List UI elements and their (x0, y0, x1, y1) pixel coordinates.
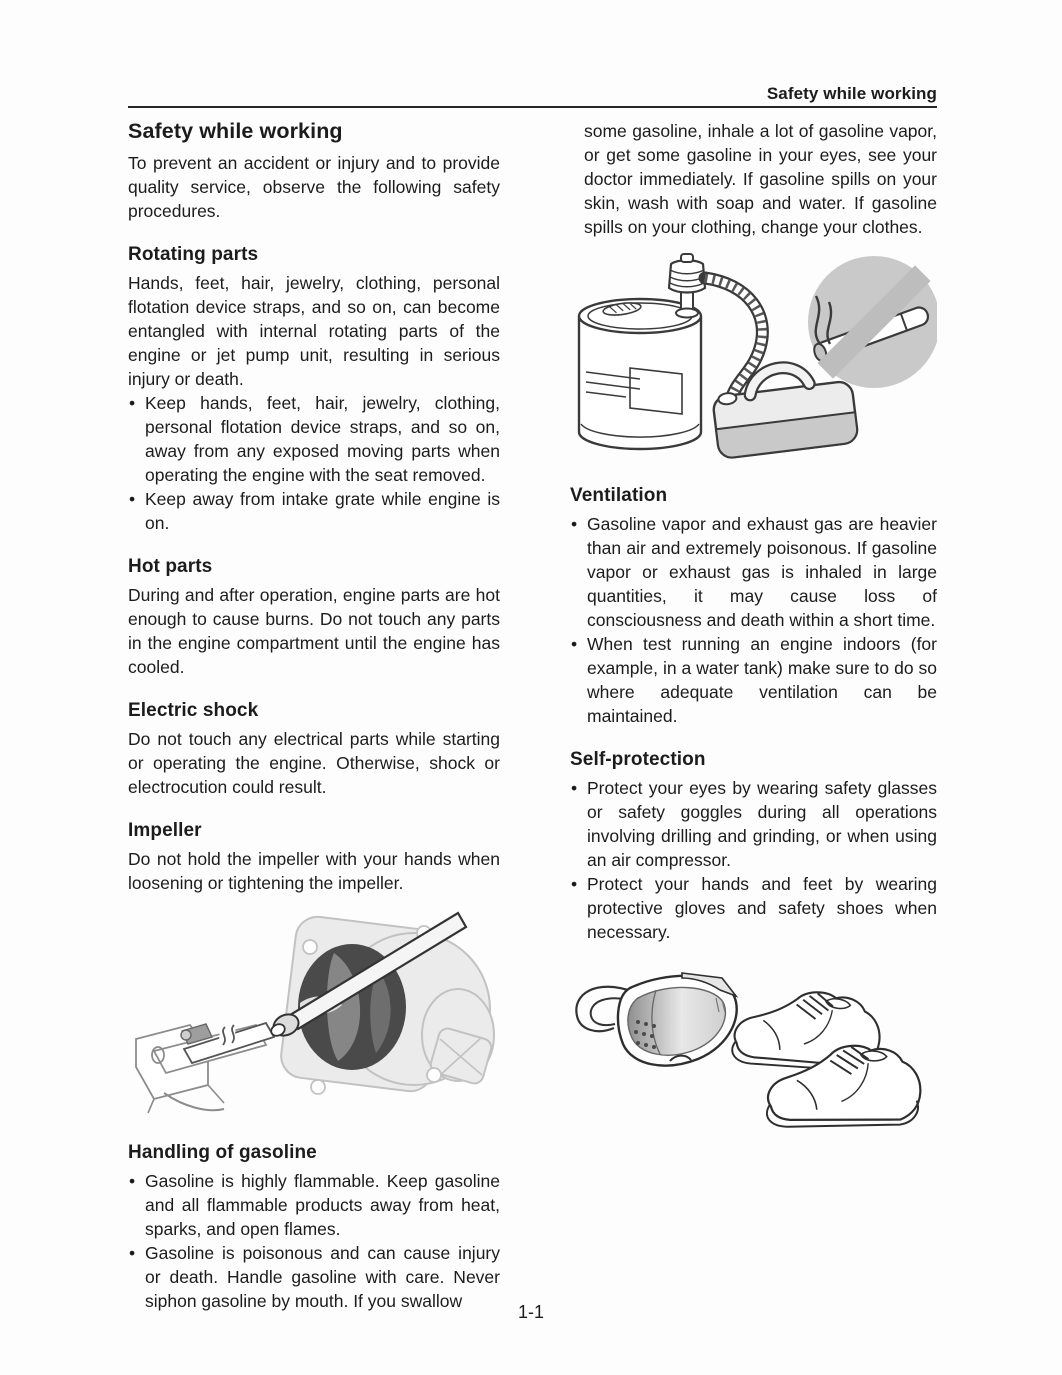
bullet-item: • Protect your eyes by wearing safety glasses or safety goggles during all operations involving drilling and grinding, or when using an air compressor. (570, 776, 937, 872)
bullet-item: • Keep away from intake grate while engine is on. (128, 487, 500, 535)
content-columns (128, 119, 937, 1313)
rotating-parts-bullets (128, 391, 500, 535)
heading-impeller: Impeller (128, 820, 202, 841)
safety-goggles-and-shoes-illustration (570, 958, 937, 1158)
header-rule (128, 106, 937, 108)
running-header: Safety while working (766, 84, 937, 103)
heading-handling-of-gasoline: Handling of gasoline (128, 1142, 317, 1163)
safety-goggles (576, 973, 736, 1066)
rotating-parts-paragraph: Hands, feet, hair, jewelry, clothing, personal flotation device straps, and so on, can become entangled with internal rotating parts of the engine or jet pump unit, resulting in serious injury or death. (128, 273, 500, 389)
bullet-item: • Gasoline is poisonous and can cause injury or death. Handle gasoline with care. Never siphon gasoline by mouth. If you swallow (128, 1241, 500, 1313)
heading-hot-parts: Hot parts (128, 556, 213, 577)
fuel-transfer-no-smoking-illustration (570, 252, 937, 464)
bullet-item: • When test running an engine indoors (for example, in a water tank) make sure to do so where adequate ventilation can be maintained. (570, 632, 937, 728)
heading-self-protection: Self-protection (570, 749, 706, 770)
left-column (128, 119, 500, 1313)
gasoline-bullets (128, 1169, 500, 1313)
bullet-item: • Gasoline vapor and exhaust gas are heavier than air and extremely poisonous. If gasoline vapor or exhaust gas is inhaled in large quantities, it may cause loss of consciousness and death within a short time. (570, 512, 937, 632)
heading-rotating-parts: Rotating parts (128, 244, 259, 265)
electric-shock-paragraph: Do not touch any electrical parts while starting or operating the engine. Otherwise, shock or electrocution could result. (128, 729, 500, 797)
page-title: Safety while working (128, 119, 343, 143)
impeller-paragraph: Do not hold the impeller with your hands when loosening or tightening the impeller. (128, 849, 500, 893)
impeller-tool-illustration (128, 903, 500, 1121)
heading-electric-shock: Electric shock (128, 700, 259, 721)
self-protection-bullets (570, 776, 937, 944)
no-smoking-icon (808, 256, 937, 388)
heading-ventilation: Ventilation (570, 485, 668, 506)
gasoline-continuation-paragraph: some gasoline, inhale a lot of gasoline vapor, or get some gasoline in your eyes, see your doctor immediately. If gasoline spills on your skin, wash with soap and water. If gasoline spills on your clothing, change your clothes. (584, 121, 937, 237)
hot-parts-paragraph: During and after operation, engine parts are hot enough to cause burns. Do not touch any parts in the engine compartment until the engine has cooled. (128, 585, 500, 677)
right-column (570, 119, 937, 1158)
ventilation-bullets (570, 512, 937, 728)
bullet-item: • Gasoline is highly flammable. Keep gasoline and all flammable products away from heat, sparks, and open flames. (128, 1169, 500, 1241)
bullet-item: • Keep hands, feet, hair, jewelry, clothing, personal flotation device straps, and so on, away from any exposed moving parts when operating the engine with the seat removed. (128, 391, 500, 487)
bullet-item: • Protect your hands and feet by wearing protective gloves and safety shoes when necessary. (570, 872, 937, 944)
intro-paragraph: To prevent an accident or injury and to provide quality service, observe the following safety procedures. (128, 153, 500, 221)
fuel-drum (579, 299, 701, 449)
page-number: 1-1 (517, 1302, 544, 1322)
